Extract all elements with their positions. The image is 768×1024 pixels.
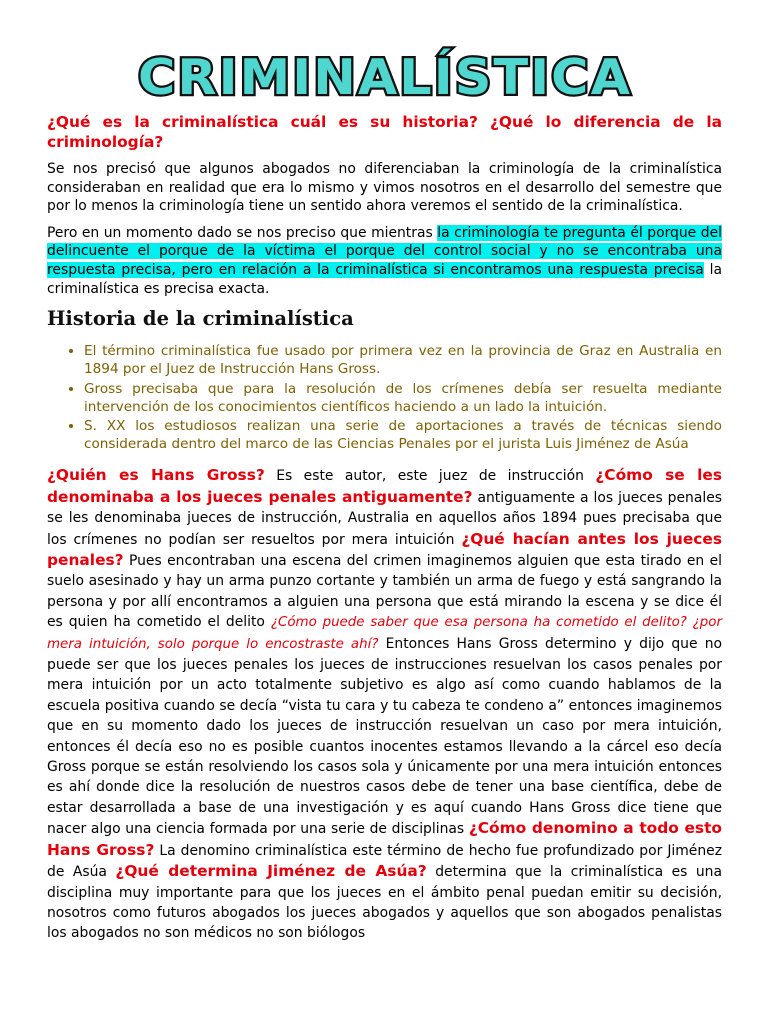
heading-question: ¿Qué es la criminalística cuál es su historia? ¿Qué lo diferencia de la criminología? [47, 113, 722, 151]
title-graphic [130, 44, 640, 106]
list-item: • Gross precisaba que para la resolución de los crímenes debía ser resuelta mediante intervención de los conocimientos científicos haciendo a un lado la intuición. [84, 380, 722, 416]
body-segment: La denomino criminalística este término de hecho fue profundizado por Jiménez de Asúa [47, 842, 722, 881]
paragraph-2 [47, 224, 722, 298]
question-hans-gross: ¿Quién es Hans Gross? [47, 466, 265, 485]
body-segment: Pues encontraban una escena del crimen imaginemos alguien que esta tirado en el suelo asesinado y hay un arma punzo cortante y también un arma de fuego y está sangrando la persona y por allí encontramos a alguien una persona que está mirando la escena y se dice él es quien ha cometido el delito [47, 553, 722, 631]
title-banner [130, 44, 640, 106]
paragraph-2-end: la criminalística es precisa exacta. [47, 261, 722, 297]
list-item: • S. XX los estudiosos realizan una serie de aportaciones a través de técnicas siendo considerada dentro del marco de las Ciencias Penales por el jurista Luis Jiménez de Asúa [84, 417, 722, 453]
list-item: • El término criminalística fue usado por primera vez en la provincia de Graz en Australia en 1894 por el Juez de Instrucción Hans Gross. [84, 342, 722, 378]
body-segment: Es este autor, este juez de instrucción [264, 468, 596, 485]
main-content [47, 112, 722, 944]
question-como-denomino: ¿Cómo denomino a todo esto Hans Gross? [47, 819, 722, 859]
question-que-hacian: ¿Qué hacían antes los jueces penales? [47, 529, 722, 569]
paragraph-2-start: Pero en un momento dado se nos preciso que mientras [47, 224, 438, 241]
highlighted-text: la criminología te pregunta él porque del delincuente el porque de la víctima el porque del control social y no se encontraba una respuesta precisa, pero en relación a la criminalística si encontramos una respuesta precisa [47, 224, 722, 278]
paragraph-1: Se nos precisó que algunos abogados no diferenciaban la criminología de la criminalística consideraban en realidad que era lo mismo y vimos nosotros en el desarrollo del semestre que por lo menos la criminología tiene un sentido ahora veremos el sentido de la criminalística. [47, 161, 722, 215]
italic-question: ¿Cómo puede saber que esa persona ha cometido el delito? ¿por mera intuición, solo porque lo encostraste ahí? [47, 615, 722, 652]
body-text [47, 465, 722, 943]
body-segment: Entonces Hans Gross determino y dijo que no puede ser que los jueces penales los jueces de instrucciones resuelvan los casos penales por mera intuición por un acto totalmente subjetivo es algo así como cuando hablamos de la escuela positiva cuando se decía “vista tu cara y tu cabeza te condeno a” entonces imaginemos que en su momento dado los jueces de instrucción resuelvan un caso por mera intuición, entonces él decía eso no es posible cuantos inocentes estamos llevando a la cárcel eso decía Gross porque se están resolviendo los casos sola y únicamente por una mera intuición entonces es ahí donde dice la resolución de nuestros casos debe de tener una base científica, debe de estar desarrollada a base de una investigación y es aquí cuando Hans Gross dice tiene que nacer algo una ciencia formada por una serie de disciplinas [47, 635, 723, 838]
history-list [47, 342, 722, 453]
body-segment: antiguamente a los jueces penales se les denominaba jueces de instrucción, Australia en aquellos años 1894 pues precisaba que los crímenes no podían ser resueltos por mera intuición [47, 489, 722, 548]
body-segment: determina que la criminalística es una disciplina muy importante para que los jueces en el ámbito penal puedan emitir su decisión, nosotros como futuros abogados los jueces abogados y aquellos que son abogados penalistas los abogados no son médicos no son biólogos [47, 864, 722, 942]
question-que-determina: ¿Qué determina Jiménez de Asúa? [115, 862, 427, 881]
section-title: Historia de la criminalística [47, 307, 354, 331]
page-title: CRIMINALÍSTICA [138, 49, 615, 106]
question-jueces-antiguamente: ¿Cómo se les denominaba a los jueces penales antiguamente? [47, 466, 722, 506]
